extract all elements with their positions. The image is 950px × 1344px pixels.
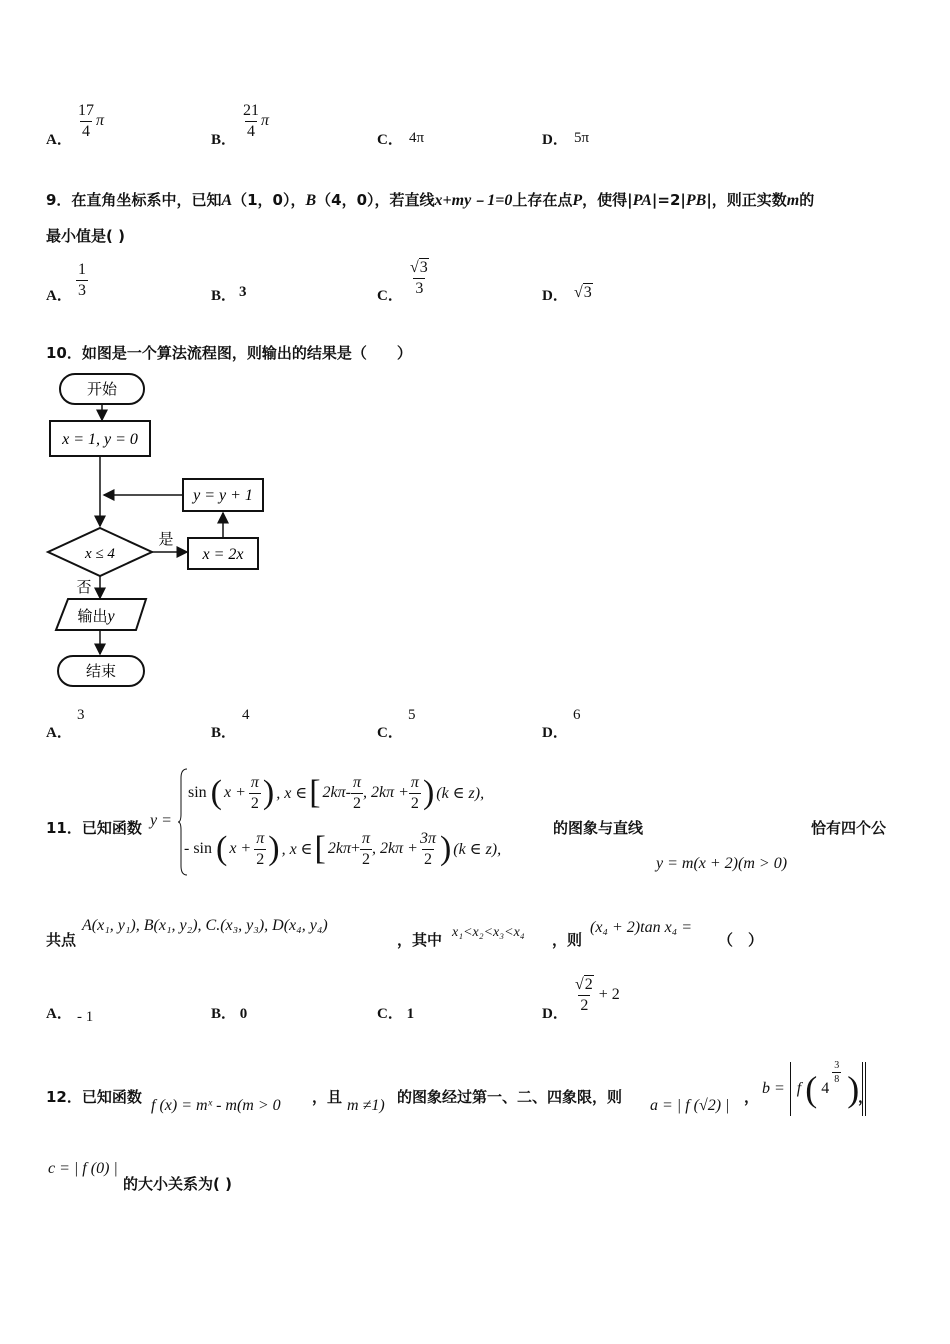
q11-y-eq: y = [150,812,172,829]
q12-b-expr: b = f ( 4 $\frac{3}{8}$ ) [762,1060,869,1118]
flow-init-text: x = 1, y = 0 [62,431,138,448]
q10-option-d-value: 6 [573,707,581,723]
q8-option-b-value: $\frac{21}{4}$ π [243,102,270,140]
q10-flowchart [40,368,280,693]
q8-option-b-label: B． [211,132,237,148]
q11-line2-mid: ，其中 [397,931,443,949]
flow-start-text: 开始 [86,380,118,398]
q10-option-b-label: B． [211,725,237,741]
q11-order: x₁<x₂<x₃<x₄ [452,925,525,940]
flow-yes-label: 是 [158,530,174,548]
q11-mid-text: 的图象与直线 [553,819,644,837]
q11-paren: （ ） [718,931,764,949]
q12-c-expr: c = | f (0) | [48,1160,118,1177]
q8-option-d-label: D． [542,132,568,148]
q8-option-c-value: 4π [409,130,425,146]
q10-option-d-label: D． [542,725,568,741]
q12-stem-prefix: 12．已知函数 [46,1088,142,1106]
q11-line2-prefix: 共点 [46,931,77,949]
q10-option-c-value: 5 [408,707,416,723]
q8-option-a-value: $\frac{17}{4}$ π [78,102,105,140]
q9-option-b-label: B． [211,288,237,304]
flow-end-text: 结束 [85,662,117,680]
q9-option-c-value: $\frac{√3}{3}$ [410,259,428,297]
q9-option-d-value: √3 [574,284,592,301]
q10-option-b-value: 4 [242,707,250,723]
q12-tail: 的大小关系为( ) [123,1175,232,1193]
q11-right-text: 恰有四个公 [811,819,887,837]
q11-option-b-label: B． 0 [211,1006,248,1022]
q9-option-a-value: $\frac{1}{3}$ [78,261,86,299]
q8-option-a-label: A． [46,132,72,148]
q12-and: ，且 [312,1088,343,1106]
q8-option-d-value: 5π [574,130,590,146]
q11-option-c-label: C． 1 [377,1006,415,1022]
flow-increment-text: y = y + 1 [193,487,253,504]
q10-option-c-label: C． [377,725,403,741]
q9-option-c-label: C． [377,288,403,304]
q9-option-b-value: 3 [239,284,247,300]
q10-option-a-label: A． [46,725,72,741]
q8-option-c-label: C． [377,132,403,148]
flow-double-text: x = 2x [202,546,244,563]
flow-no-label: 否 [76,578,92,596]
flow-output-text: 输出y [77,607,115,625]
q11-option-d-label: D． [542,1006,568,1022]
q12-comma: ， [744,1088,760,1106]
q11-points: A(x₁, y₁), B(x₁, y₂), C.(x₃, y₃), D(x₄, y₄) [82,917,328,934]
q11-line2-then: ，则 [552,931,583,949]
q12-mid: 的图象经过第一、二、四象限，则 [397,1088,623,1106]
q11-option-a-label: A． [46,1006,72,1022]
q12-condition: m ≠1) [347,1097,385,1114]
q9-option-d-label: D． [542,288,568,304]
q11-case1: sin ( x + $\frac{\pi}{2}$ ) , x ∈ [ 2kπ - $\frac{\pi}{2}$ , 2kπ + $\frac{\pi}{2}$ ) (k ∈ z), [188,773,485,812]
q10-option-a-value: 3 [77,707,85,723]
q12-function: f (x) = mˣ - m(m > 0 [151,1097,281,1114]
q11-line-expr: y = m(x + 2)(m > 0) [656,855,788,872]
q12-a-expr: a = | f (√2) | [650,1097,730,1114]
q11-stem-prefix: 11．已知函数 [46,819,142,837]
q11-expr: (x₄ + 2)tan x₄ = [590,919,693,936]
q9-option-a-label: A． [46,288,72,304]
q11-case2: - sin ( x + $\frac{\pi}{2}$ ) , x ∈ [ 2kπ + $\frac{\pi}{2}$ , 2kπ + $\frac{3\pi}{2}$ ) (k ∈ z), [184,829,502,868]
q9-stem-line2: 最小值是( ) [46,227,125,245]
q11-option-a-value: - 1 [77,1009,94,1025]
q12-comma2: ， [858,1088,874,1106]
q10-stem: 10．如图是一个算法流程图，则输出的结果是（ ） [46,344,412,362]
q11-option-d-value: $\frac{√2}{2}$ + 2 [575,976,620,1014]
flow-decision-text: x ≤ 4 [85,546,115,562]
q9-stem-line1: 9．在直角坐标系中，已知A（1，0），B（4，0），若直线x+my﹣1=0上存在点P，使得|PA|=2|PB|，则正实数m的 [46,191,815,209]
